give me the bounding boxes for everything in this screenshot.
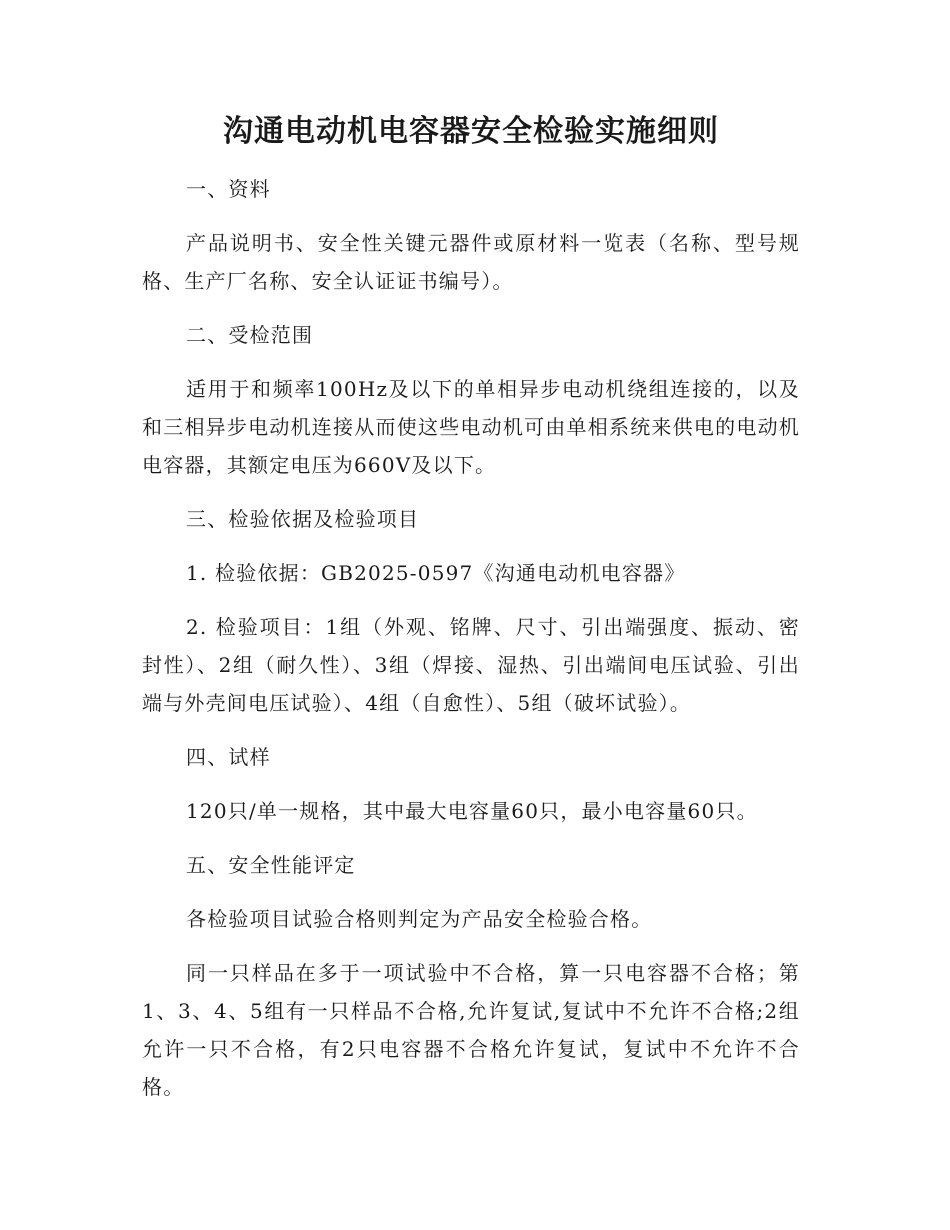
paragraph-evaluation-pass: 各检验项目试验合格则判定为产品安全检验合格。 [186,907,653,931]
section-heading-materials: 一、资料 [186,177,271,201]
paragraph-items: 2. 检验项目：1组（外观、铭牌、尺寸、引出端强度、振动、密封性）、2组（耐久性）、3组（焊接、湿热、引出端间电压试验、引出端与外壳间电压试验）、4组（自愈性）、5组（破坏试验）。 [142,615,800,715]
section-heading-evaluation: 五、安全性能评定 [186,853,356,877]
paragraph-basis: 1. 检验依据：GB2025-0597《沟通电动机电容器》 [186,561,686,585]
section-heading-samples: 四、试样 [186,745,271,769]
document-title: 沟通电动机电容器安全检验实施细则 [223,114,719,149]
section-heading-basis-items: 三、检验依据及检验项目 [186,507,420,531]
paragraph-evaluation-rules: 同一只样品在多于一项试验中不合格，算一只电容器不合格；第1、3、4、5组有一只样品不合格,允许复试,复试中不允许不合格;2组允许一只不合格，有2只电容器不合格允许复试，复试中不允许不合格。 [142,961,800,1099]
paragraph-materials: 产品说明书、安全性关键元器件或原材料一览表（名称、型号规格、生产厂名称、安全认证证书编号）。 [142,231,800,293]
paragraph-samples: 120只/单一规格，其中最大电容量60只，最小电容量60只。 [186,799,758,823]
section-heading-scope: 二、受检范围 [186,323,314,347]
paragraph-scope: 适用于和频率100Hz及以下的单相异步电动机绕组连接的，以及和三相异步电动机连接从而使这些电动机可由单相系统来供电的电动机电容器，其额定电压为660V及以下。 [142,377,800,477]
